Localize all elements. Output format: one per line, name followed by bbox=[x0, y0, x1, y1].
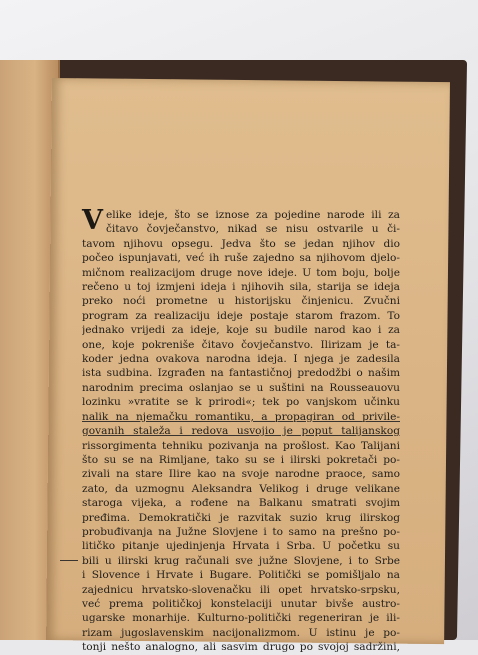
text-line: lozinku »vratite se k prirodi«; tek po vanjskom učinku bbox=[82, 396, 400, 409]
text-line: ista sudbina. Izgrađen na fantastičnoj predodžbi o našim bbox=[82, 367, 400, 380]
text-line: jednako vrijedi za ideje, koje su budile narod kao i za bbox=[82, 324, 400, 337]
text-line: preko noći prometne u historijsku činjenicu. Zvučni bbox=[82, 295, 400, 308]
text-line: što su se na Rimljane, tako su se i ilirski pokretači po- bbox=[82, 453, 400, 466]
text-line: rizam jugoslavenskim nacijonalizmom. U istinu je po- bbox=[82, 626, 400, 639]
text-line: pređima. Demokratički je razvitak suzio krug ilirskog bbox=[82, 511, 400, 524]
text-line: probuđivanja na Južne Slovjene i to samo na prešno po- bbox=[82, 525, 400, 538]
text-line: zajednicu hrvatsko-slovenačku ili opet hrvatsko-srpsku, bbox=[82, 583, 400, 596]
text-line: i Slovence i Hrvate i Bugare. Politički se pomišljalo na bbox=[82, 569, 400, 582]
text-line: ugarske monarhije. Kulturno-politički regeneriran je ili- bbox=[82, 612, 400, 625]
text-line: rečeno u toj izmjeni ideja i njihovih sila, starija se ideja bbox=[82, 281, 400, 294]
page-text bbox=[82, 205, 400, 655]
text-line: zivali na stare Ilire kao na svoje narodne praoce, samo bbox=[82, 468, 400, 481]
text-line: mičnom realizacijom druge nove ideje. U tom boju, bolje bbox=[82, 266, 400, 279]
text-line: staroga vijeka, a rođene na Balkanu smatrati svojim bbox=[82, 497, 400, 510]
text-line: nalik na njemačku romantiku, a propagiran od privile- bbox=[82, 410, 400, 423]
text-line: koder jedna ovakova narodna ideja. I njega je zadesila bbox=[82, 353, 400, 366]
text-line: bili u ilirski krug računali sve južne Slovjene, i to Srbe bbox=[82, 554, 400, 567]
text-line: elike ideje, što se iznose za pojedine narode ili za bbox=[105, 209, 400, 221]
text-line: one, koje pokreniše čitavo čovječanstvo. Ilirizam je ta- bbox=[82, 338, 400, 351]
text-line: litičko pitanje ujedinjenja Hrvata i Srba. U početku su bbox=[82, 540, 400, 553]
drop-cap: V bbox=[82, 205, 103, 236]
text-line: već prema političkoj konstelaciji unutar bivše austro- bbox=[82, 597, 400, 610]
text-line: govanih staleža i redova usvojio je poput talijanskog bbox=[82, 425, 400, 438]
text-line: počeo ispunjavati, već ih ruše zajedno sa njihovom djelo- bbox=[82, 252, 400, 265]
text-line: tonji nešto analogno, ali sasvim drugo po svojoj sadržini, bbox=[82, 641, 400, 654]
text-line: rissorgimenta tehniku pozivanja na prošlost. Kao Talijani bbox=[82, 439, 400, 452]
margin-pencil-mark bbox=[60, 560, 78, 573]
text-line: narodnim precima oslanjao se u suštini na Rousseauovu bbox=[82, 381, 400, 394]
text-line: program za realizaciju ideje postaje starom frazom. To bbox=[82, 309, 400, 322]
text-line: zato, da uzmognu Aleksandra Velikog i druge velikane bbox=[82, 482, 400, 495]
text-line: čitavo čovječanstvo, nikad se nisu ostvarile u či- bbox=[105, 223, 400, 236]
text-line: tavom njihovu opsegu. Jedva što se jedan njihov dio bbox=[82, 237, 400, 250]
